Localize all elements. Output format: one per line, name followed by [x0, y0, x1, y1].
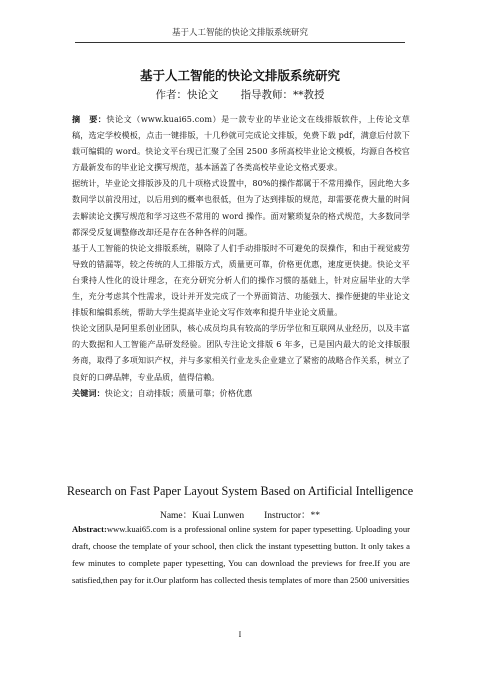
- english-author-line: [60, 507, 420, 521]
- abstract-paragraph-4: 快论文团队是阿里系创业团队，核心成员均具有较高的学历学位和互联网从业经历，以及丰富的大数据和人工智能产品研发经验。团队专注论文排版 6 年多，已是国内最大的论文排版服务商，取得了多项知识产权，并与多家相关行业龙头企业建立了紧密的战略合作关系，树立了良好的口碑品牌，专业品质，值得信赖。: [72, 323, 410, 382]
- chinese-advisor: 指导教师：**教授: [240, 89, 325, 101]
- english-advisor: Instructor：**: [264, 511, 321, 521]
- abstract-paragraph-3: 基于人工智能的快论文排版系统，剔除了人们手动排版时不可避免的误操作，和由于视觉疲劳导致的错漏等，较之传统的人工排版方式，质量更可靠，价格更优惠，速度更快捷。快论文平台秉持人性化的设计理念，在充分研究分析人们的操作习惯的基础上，针对应届毕业的大学生，充分考虑其个性需求，设计并开发完成了一个界面简洁、功能强大、操作便捷的毕业论文排版和编辑系统，帮助大学生提高毕业论文写作效率和提升毕业论文质量。: [72, 242, 410, 318]
- keywords-line: [72, 385, 410, 401]
- abstract-text: 快论文（www.kuai65.com）是一款专业的毕业论文在线排版软件，上传论文草稿，选定学校模板，点击一键排版，十几秒就可完成论文排版，免费下载 pdf，满意后付款下载可编辑的 word。快论文平台现已汇聚了全国 2500 多所高校毕业论文模板，均源自各校官方最新发布的毕业论文撰写规范，基本涵盖了各类高校毕业论文格式要求。: [72, 114, 410, 173]
- chinese-author: 作者：快论文: [155, 89, 219, 101]
- english-title: Research on Fast Paper Layout System Based on Artificial Intelligence: [66, 484, 414, 498]
- abstract-paragraph-2: 据统计，毕业论文排版涉及的几十项格式设置中，80%的操作都属于不常用操作，因此绝大多数同学以前没用过，以后用到的概率也很低，但为了达到排版的规范，却需要花费大量的时间去解读论文撰写规范和学习这些不常用的 word 操作。面对繁琐复杂的格式规范，大多数同学都深受反复调整修改却还是存在各种各样的问题。: [72, 178, 410, 237]
- abstract-label: 摘 要：: [72, 114, 107, 124]
- keywords-text: 快论文；自动排版；质量可靠；价格优惠: [104, 387, 253, 398]
- english-abstract-text: www.kuai65.com is a professional online system for paper typesetting. Uploading your draft, choose the template of your school, then click the instant typesetting button. It only takes a few minutes to complete paper typesetting, You can download the previews for free.If you are satisfied,then pay for it.Our platform has collected thesis templates of more than 2500 universities: [72, 524, 410, 585]
- chinese-title: 基于人工智能的快论文排版系统研究: [139, 68, 340, 83]
- chinese-abstract: [72, 111, 410, 401]
- abstract-paragraph-1: [72, 111, 410, 175]
- english-author: Name：Kuai Lunwen: [159, 511, 245, 521]
- chinese-author-line: [60, 87, 420, 102]
- english-abstract: [72, 521, 410, 589]
- english-abstract-label: Abstract:: [72, 524, 107, 534]
- running-header: 基于人工智能的快论文排版系统研究: [75, 26, 405, 43]
- keywords-label: 关键词：: [72, 387, 105, 398]
- page-number: I: [238, 630, 242, 639]
